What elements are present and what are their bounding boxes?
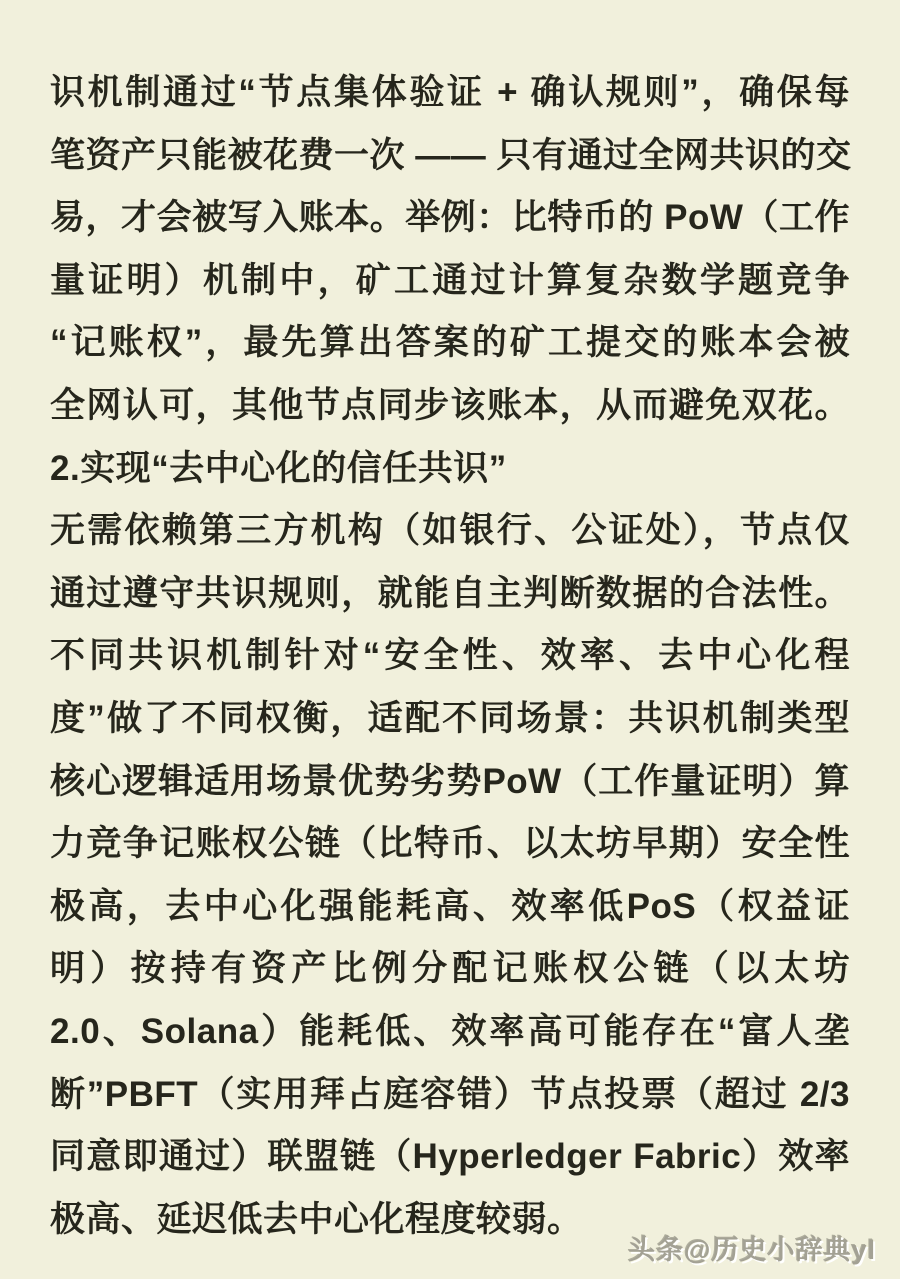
text-line: “记账权”，最先算出答案的矿工提交的账本会被 xyxy=(50,323,850,363)
text-line: 极高、延迟低去中心化程度较弱。 xyxy=(50,1199,583,1239)
article-text xyxy=(50,62,850,1251)
text-line: 识机制通过“节点集体验证 + 确认规则”，确保每 xyxy=(50,73,850,112)
text-line: 断”PBFT（实用拜占庭容错）节点投票（超过 2/3 xyxy=(50,1074,850,1114)
text-line: 通过遵守共识规则，就能自主判断数据的合法性。 xyxy=(50,573,850,613)
text-line: 极高，去中心化强能耗高、效率低PoS（权益证 xyxy=(50,886,850,926)
text-line: 全网认可，其他节点同步该账本，从而避免双花。 xyxy=(50,385,850,425)
text-line: 无需依赖第三方机构（如银行、公证处），节点仅 xyxy=(50,511,850,551)
text-line: 不同共识机制针对“安全性、效率、去中心化程 xyxy=(50,636,850,676)
text-line: 力竞争记账权公链（比特币、以太坊早期）安全性 xyxy=(50,824,850,864)
text-line: 量证明）机制中，矿工通过计算复杂数学题竞争 xyxy=(50,260,850,300)
text-line: 2.实现“去中心化的信任共识” xyxy=(50,448,507,488)
text-line: 同意即通过）联盟链（Hyperledger Fabric）效率 xyxy=(50,1137,850,1177)
text-line: 核心逻辑适用场景优势劣势PoW（工作量证明）算 xyxy=(50,761,850,801)
text-line: 度”做了不同权衡，适配不同场景：共识机制类型 xyxy=(50,698,850,738)
text-line: 2.0、Solana）能耗低、效率高可能存在“富人垄 xyxy=(50,1011,850,1051)
text-line: 明）按持有资产比例分配记账权公链（以太坊 xyxy=(50,949,850,989)
watermark: 头条@历史小辞典yl xyxy=(628,1235,876,1265)
text-line: 笔资产只能被花费一次 —— 只有通过全网共识的交 xyxy=(50,135,852,175)
text-line: 易，才会被写入账本。举例：比特币的 PoW（工作 xyxy=(50,198,850,238)
